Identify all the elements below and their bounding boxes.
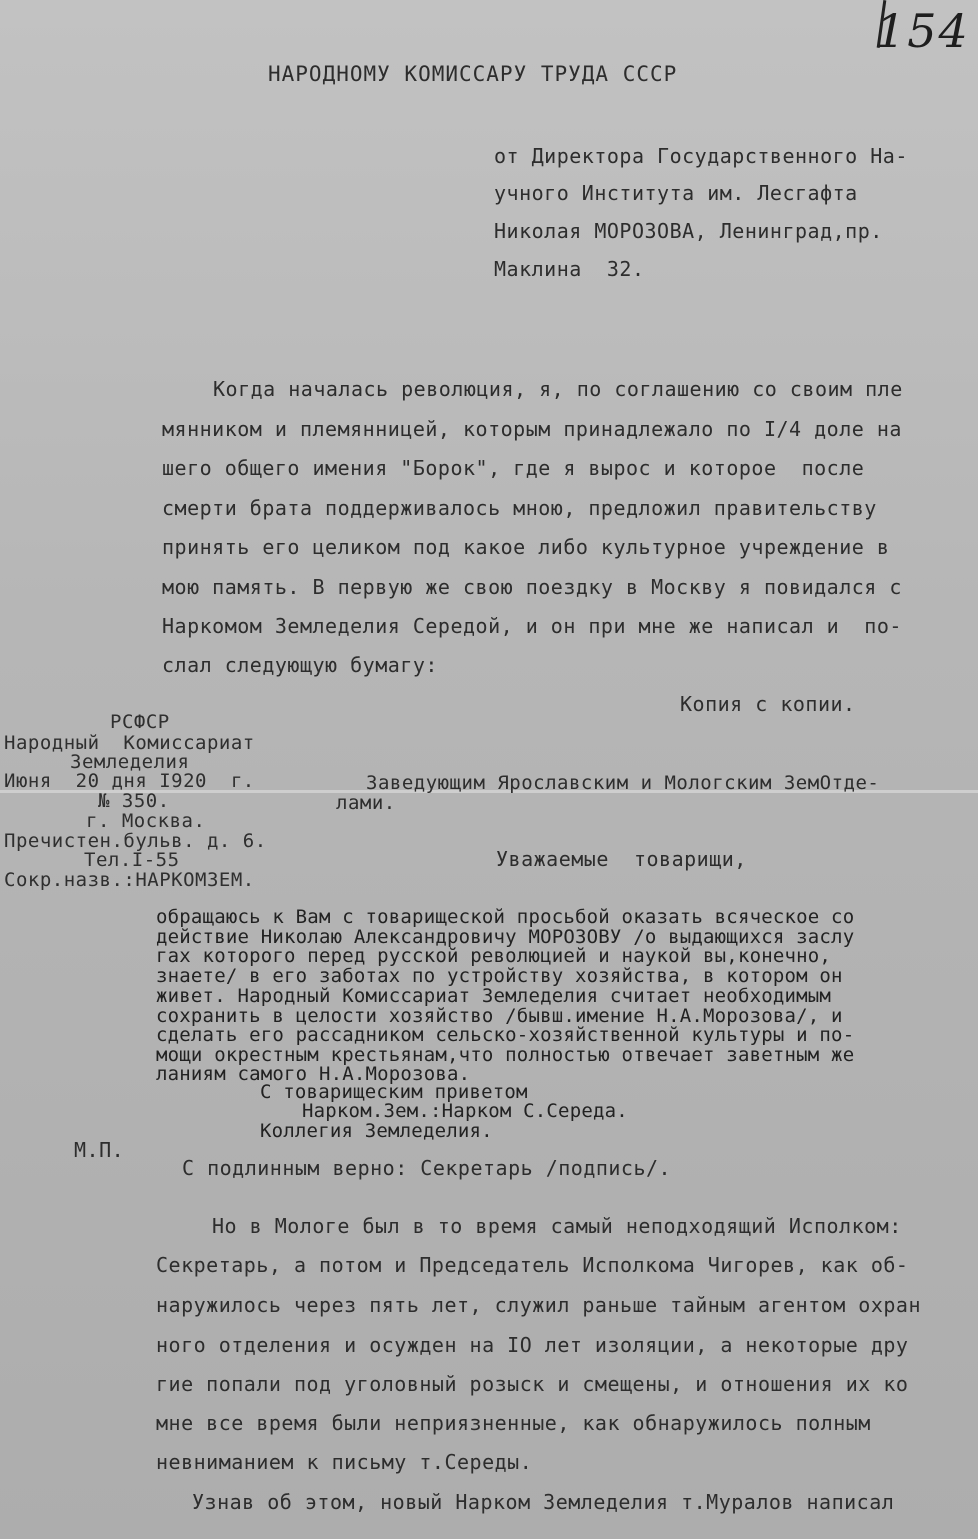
body-line: Узнав об этом, новый Нарком Земледелия т.Муралов написал [192, 1490, 895, 1514]
intro-line: мянником и племянницей, которым принадлежало по I/4 доле на [162, 417, 902, 441]
quote-line: сохранить в целости хозяйство /бывш.имение Н.А.Морозова/, и [156, 1005, 843, 1027]
sender-line: учного Института им. Лесгафта [494, 181, 858, 205]
stamp-line: Земледелия [70, 751, 190, 773]
intro-line: мою память. В первую же свою поездку в Москву я повидался с [162, 575, 902, 599]
body-line: ного отделения и осужден на IO лет изоляции, а некоторые дру [156, 1333, 909, 1357]
quote-line: сделать его рассадником сельско-хозяйственной культуры и по- [156, 1024, 855, 1046]
certification-line: С подлинным верно: Секретарь /подпись/. [182, 1156, 672, 1180]
intro-line: Когда началась революция, я, по соглашению со своим пле [213, 377, 903, 401]
quote-line: обращаюсь к Вам с товарищеской просьбой оказать всяческое со [156, 906, 855, 928]
copy-note: Копия с копии. [680, 692, 856, 716]
body-line: гие попали под уголовный розыск и смещены, и отношения их ко [156, 1372, 909, 1396]
addressee-line: Заведующим Ярославским и Мологским ЗемОтде- [366, 772, 880, 794]
salutation: Уважаемые товарищи, [496, 847, 747, 871]
sender-line: Маклина 32. [494, 257, 645, 281]
body-line: невниманием к письму т.Середы. [156, 1450, 533, 1474]
stamp-line: Июня 20 дня I920 г. [4, 770, 255, 792]
stamp-line: Тел.I-55 [84, 849, 180, 871]
stamp-line: г. Москва. [86, 810, 206, 832]
folio-number: 154 [876, 4, 970, 58]
quote-line: знаете/ в его заботах по устройству хозяйства, в котором он [156, 965, 843, 987]
intro-line: шего общего имения "Борок", где я вырос и которое после [162, 456, 865, 480]
addressee-line: лами. [336, 792, 396, 814]
intro-line: слал следующую бумагу: [162, 653, 438, 677]
stamp-line: Сокр.назв.:НАРКОМЗЕМ. [4, 869, 255, 891]
body-line: Но в Мологе был в то время самый неподходящий Исполком: [212, 1214, 902, 1238]
body-line: Секретарь, а потом и Председатель Исполкома Чигорев, как об- [156, 1253, 909, 1277]
stamp-line: РСФСР [110, 711, 170, 733]
body-line: мне все время были неприязненные, как обнаружилось полным [156, 1411, 871, 1435]
sender-line: от Директора Государственного На- [494, 144, 908, 168]
intro-line: Наркомом Земледелия Середой, и он при мне же написал и по- [162, 614, 902, 638]
closing-line: С товарищеским приветом [260, 1081, 528, 1103]
closing-line: Нарком.Зем.:Нарком С.Середа. [302, 1100, 628, 1122]
quote-line: действие Николаю Александровичу МОРОЗОВУ /о выдающихся заслу [156, 926, 855, 948]
intro-line: принять его целиком под какое либо культурное учреждение в [162, 535, 890, 559]
stamp-line: № 350. [98, 790, 170, 812]
stamp-line: Пречистен.бульв. д. 6. [4, 830, 267, 852]
stamp-line: Народный Комиссариат [4, 732, 255, 754]
quote-line: мощи окрестным крестьянам,что полностью отвечает заветным же [156, 1044, 855, 1066]
closing-line: Коллегия Земледелия. [260, 1120, 493, 1142]
document-title: НАРОДНОМУ КОМИССАРУ ТРУДА СССР [268, 62, 678, 86]
quote-line: живет. Народный Комиссариат Земледелия считает необходимым [156, 985, 832, 1007]
intro-line: смерти брата поддерживалось мною, предложил правительству [162, 496, 877, 520]
sender-line: Николая МОРОЗОВА, Ленинград,пр. [494, 219, 883, 243]
body-line: наружилось через пять лет, служил раньше тайным агентом охран [156, 1293, 922, 1317]
quote-line: ланиям самого Н.А.Морозова. [156, 1063, 471, 1085]
seal-mark: М.П. [74, 1138, 125, 1162]
quote-line: гах которого перед русской революцией и наукой вы,конечно, [156, 945, 832, 967]
